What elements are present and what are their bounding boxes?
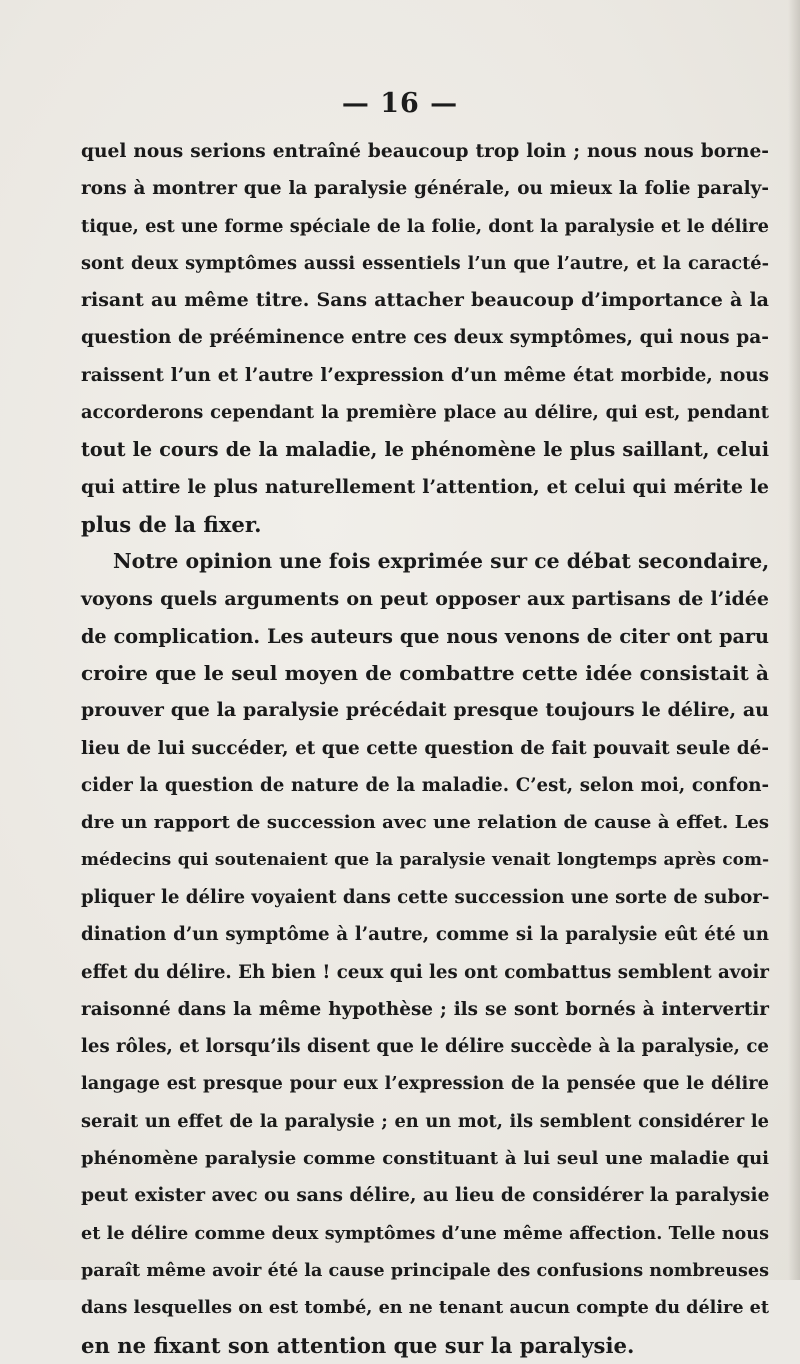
paragraph-start-line: Notre opinion une fois exprimée sur ce débat secondaire, [113, 549, 770, 574]
text-line: et le délire comme deux symptômes d’une même affection. Telle nous [81, 1222, 769, 1244]
text-line: question de prééminence entre ces deux symptômes, qui nous pa- [81, 327, 769, 349]
page-edge-shadow [788, 0, 800, 1280]
text-line: prouver que la paralysie précédait presque toujours le délire, au [81, 699, 769, 722]
text-line: paraît même avoir été la cause principale des confusions nombreuses [81, 1259, 769, 1281]
text-line: voyons quels arguments on peut opposer aux partisans de l’idée [81, 587, 769, 610]
text-line: tique, est une forme spéciale de la folie, dont la paralysie et le délire [81, 215, 769, 237]
page-number: — 16 — [341, 88, 459, 119]
text-line: raissent l’un et l’autre l’expression d’un même état morbide, nous [81, 364, 769, 386]
paragraph-end-line: en ne fixant son attention que sur la paralysie. [81, 1332, 635, 1358]
text-line: qui attire le plus naturellement l’attention, et celui qui mérite le [81, 475, 769, 498]
text-line: raisonné dans la même hypothèse ; ils se sont bornés à intervertir [81, 998, 769, 1020]
text-line: les rôles, et lorsqu’ils disent que le délire succède à la paralysie, ce [81, 1036, 769, 1058]
text-line: risant au même titre. Sans attacher beaucoup d’importance à la [81, 289, 769, 312]
text-line: médecins qui soutenaient que la paralysie venait longtemps après com- [81, 849, 769, 870]
body-text [81, 133, 769, 1364]
text-line: effet du délire. Eh bien ! ceux qui les ont combattus semblent avoir [81, 961, 769, 983]
text-line: pliquer le délire voyaient dans cette succession une sorte de subor- [81, 886, 770, 908]
text-line: tout le cours de la maladie, le phénomène le plus saillant, celui [81, 438, 769, 462]
text-line: accorderons cependant la première place au délire, qui est, pendant [81, 402, 769, 424]
text-line: dre un rapport de succession avec une relation de cause à effet. Les [81, 812, 769, 834]
text-line: croire que le seul moyen de combattre cette idée consistait à [81, 661, 769, 686]
text-line: serait un effet de la paralysie ; en un mot, ils semblent considérer le [81, 1110, 769, 1132]
text-line: phénomène paralysie comme constituant à lui seul une maladie qui [81, 1148, 769, 1170]
paragraph-end-line: plus de la fixer. [81, 511, 262, 537]
text-line: quel nous serions entraîné beaucoup trop loin ; nous nous borne- [81, 141, 769, 162]
text-line: langage est presque pour eux l’expression de la pensée que le délire [81, 1073, 769, 1095]
text-line: cider la question de nature de la maladie. C’est, selon moi, confon- [81, 775, 769, 797]
text-line: peut exister avec ou sans délire, au lieu de considérer la paralysie [81, 1185, 770, 1207]
text-line: rons à montrer que la paralysie générale, ou mieux la folie paraly- [81, 178, 769, 200]
text-line: de complication. Les auteurs que nous venons de citer ont paru [81, 624, 769, 648]
text-line: dans lesquelles on est tombé, en ne tenant aucun compte du délire et [81, 1297, 769, 1319]
text-line: dination d’un symptôme à l’autre, comme si la paralysie eût été un [81, 924, 769, 946]
text-line: lieu de lui succéder, et que cette question de fait pouvait seule dé- [81, 737, 769, 759]
text-line: sont deux symptômes aussi essentiels l’un que l’autre, et la caracté- [81, 252, 769, 274]
